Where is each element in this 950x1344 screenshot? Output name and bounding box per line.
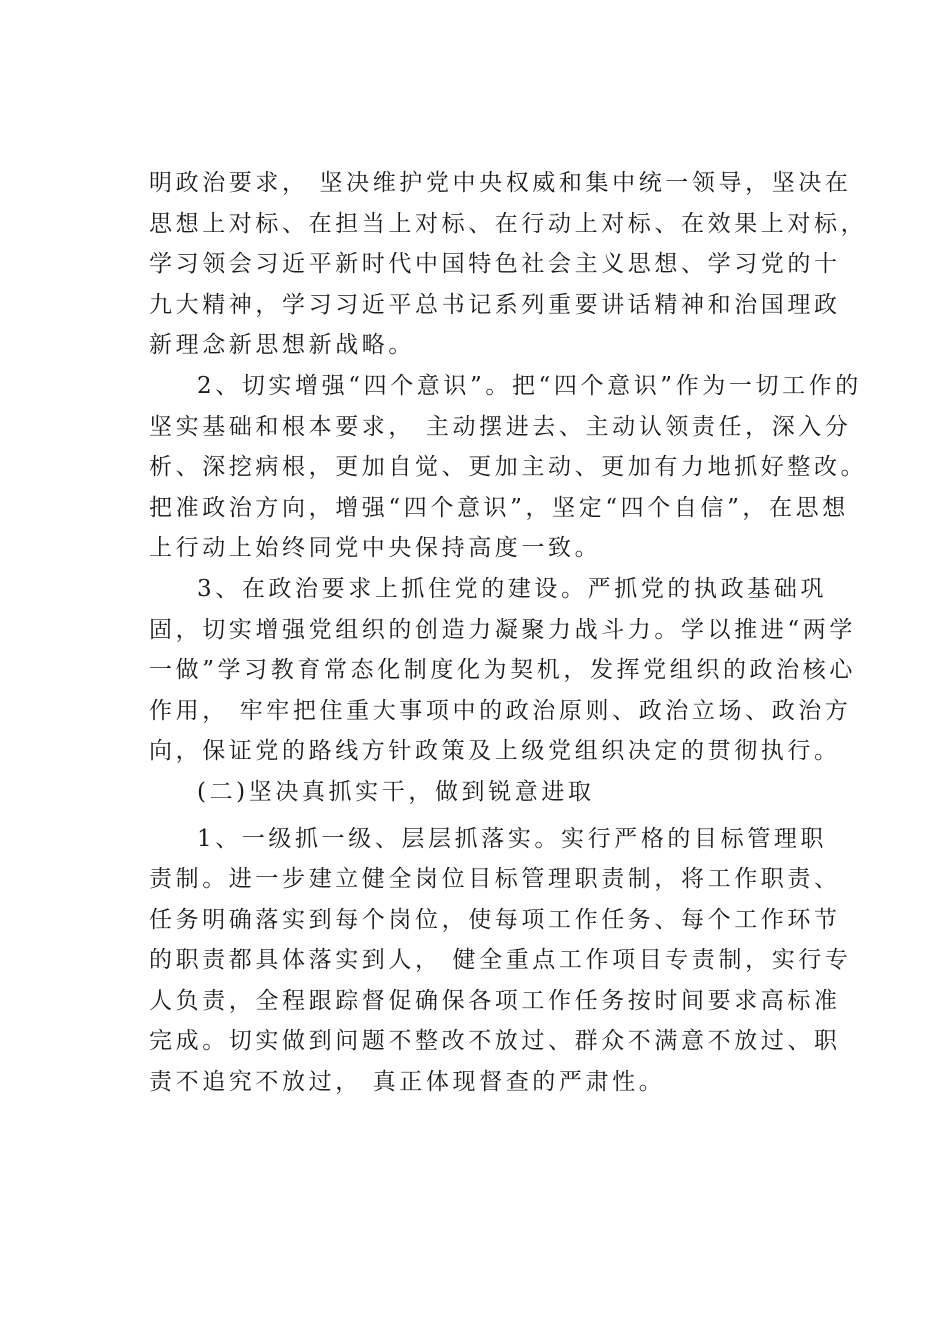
paragraph-four-consciousness — [149, 366, 868, 569]
text-line: 的职责都具体落实到人， 健全重点工作项目专责制，实行专 — [149, 947, 852, 974]
text-line: 明政治要求， 坚决维护党中央权威和集中统一领导，坚决在 — [149, 170, 852, 196]
text-line: 向，保证党的路线方针政策及上级党组织决定的贯彻执行。 — [149, 738, 841, 765]
text-line: 思想上对标、在担当上对标、在行动上对标、在效果上对标， — [149, 210, 868, 237]
text-line: 坚实基础和根本要求， 主动摆进去、主动认领责任，深入分 — [149, 413, 852, 440]
text-line: 把准政治方向，增强“四个意识”，坚定“四个自信”，在思想 — [149, 494, 849, 521]
text-line: 3、在政治要求上抓住党的建设。严抓党的执政基础巩 — [197, 575, 828, 602]
paragraph-political-requirements — [149, 163, 868, 366]
text-line: 责不追究不放过， 真正体现督查的严肃性。 — [149, 1069, 666, 1096]
text-line: 完成。切实做到问题不整改不放过、群众不满意不放过、职 — [149, 1028, 841, 1055]
text-line: 责制。进一步建立健全岗位目标管理职责制，将工作职责、 — [149, 866, 841, 893]
text-line: 九大精神，学习习近平总书记系列重要讲话精神和治国理政 — [149, 291, 841, 318]
text-line: 任务明确落实到每个岗位，使每项工作任务、每个工作环节 — [149, 906, 841, 933]
text-line: 学习领会习近平新时代中国特色社会主义思想、学习党的十 — [149, 251, 841, 278]
text-line: 人负责，全程跟踪督促确保各项工作任务按时间要求高标准 — [149, 987, 841, 1014]
text-line: 2、切实增强“四个意识”。把“四个意识”作为一切工作的 — [197, 372, 862, 399]
paragraph-responsibility-system — [149, 819, 852, 1103]
text-line: 新理念新思想新战略。 — [149, 332, 415, 359]
section-heading: (二)坚决真抓实干，做到锐意进取 — [197, 778, 595, 805]
text-line: 析、深挖病根，更加自觉、更加主动、更加有力地抓好整改。 — [149, 454, 868, 481]
text-line: 固，切实增强党组织的创造力凝聚力战斗力。学以推进“两学 — [149, 616, 856, 643]
text-line: 上行动上始终同党中央保持高度一致。 — [149, 535, 602, 562]
text-line: 作用， 牢牢把住重大事项中的政治原则、政治立场、政治方 — [149, 697, 852, 724]
text-line: 1、一级抓一级、层层抓落实。实行严格的目标管理职 — [197, 825, 828, 852]
text-line: 一做”学习教育常态化制度化为契机，发挥党组织的政治核心 — [149, 657, 856, 684]
paragraph-party-building — [149, 569, 856, 772]
document-body — [149, 163, 868, 1103]
